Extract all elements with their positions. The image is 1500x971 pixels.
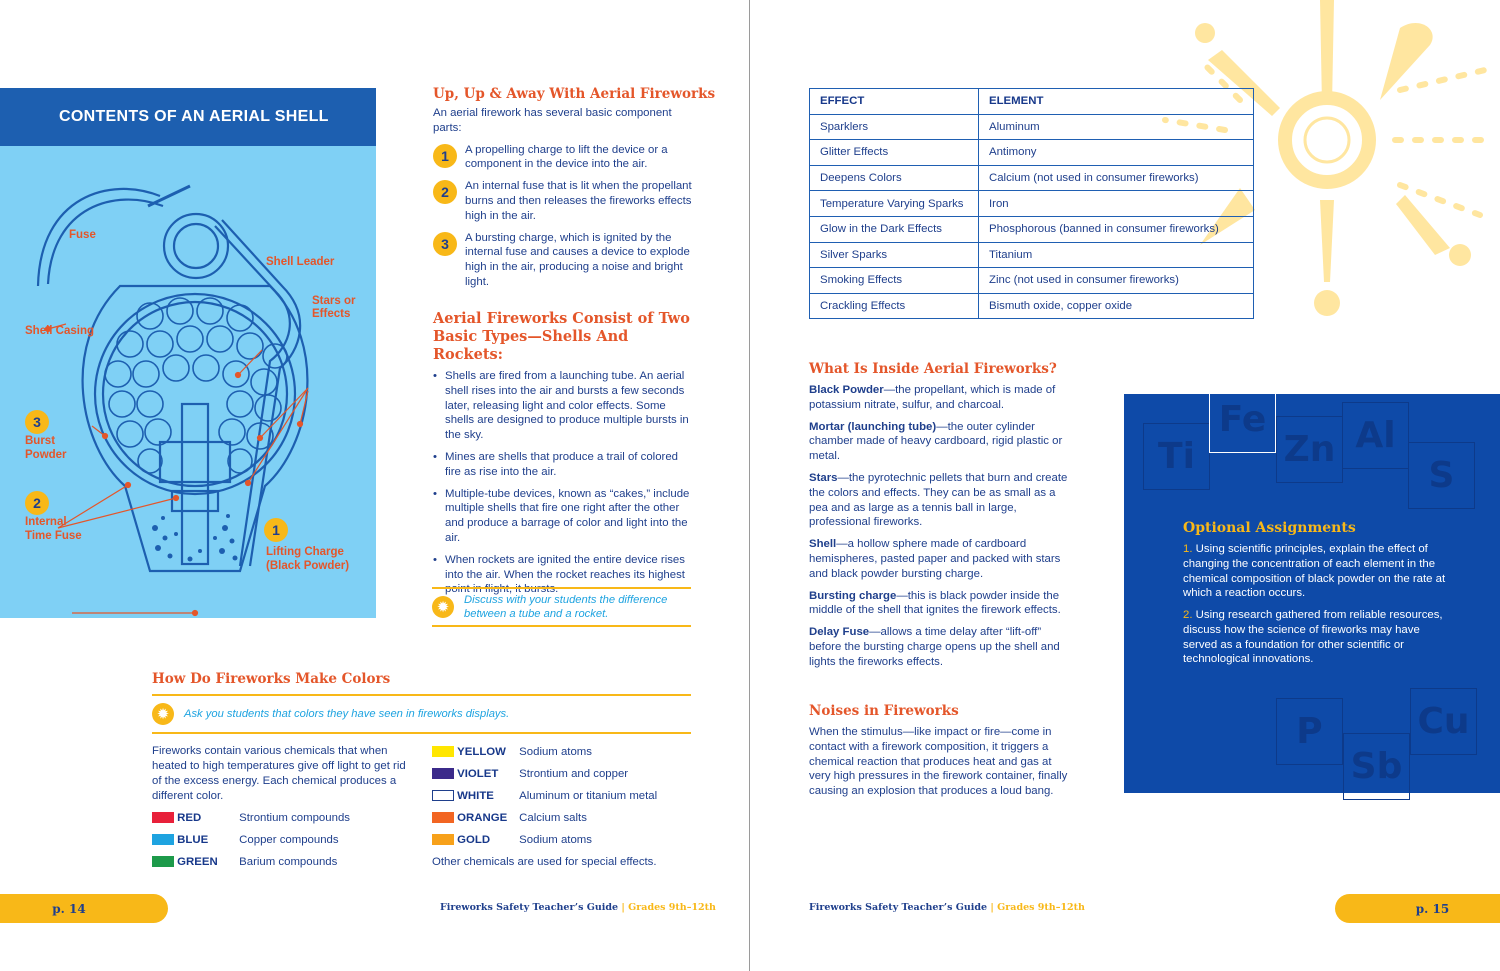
- assignment-text: Using research gathered from reliable resources, discuss how the science of fireworks may have served as a foundation for other scientific or technological innovations.: [1183, 609, 1443, 666]
- definition: —a hollow sphere made of cardboard hemispheres, pasted paper and packed with stars and black powder bursting charge.: [809, 538, 1061, 580]
- assignment-text: Using scientific principles, explain the effect of changing the concentration of each element in the chemical composition of black powder on the rate at which a reaction occurs.: [1183, 543, 1446, 600]
- term: Shell: [809, 538, 837, 551]
- list-item: • When rockets are ignited the entire device rises into the air. When the rocket reaches its highest point in flight, it bursts.: [433, 553, 691, 597]
- aerial-intro: An aerial firework has several basic component parts:: [433, 107, 672, 134]
- definition: —this is black powder inside the middle of the shell that ignites the firework effects.: [809, 589, 1061, 617]
- step-badge: 3: [433, 232, 457, 256]
- list-item: • Multiple-tube devices, known as “cakes,” include multiple shells that fire one right after the other and produce a barrage of color and light into the air.: [433, 487, 691, 546]
- table-row: [810, 293, 1254, 319]
- color-chem: Aluminum or titanium metal: [519, 790, 658, 802]
- assignments-panel: [1124, 394, 1500, 793]
- element-cell: Calcium (not used in consumer fireworks): [979, 165, 1254, 191]
- element-tile: Cu: [1410, 688, 1477, 755]
- violet-swatch: [432, 768, 454, 779]
- aerial-section: [433, 86, 716, 290]
- definition: —allows a time delay after “lift-off” before the bursting charge opens up the shell and lights the fireworks effects.: [809, 626, 1060, 668]
- table-row: [810, 268, 1254, 294]
- aerial-step: [433, 179, 693, 223]
- element-tile: P: [1276, 698, 1343, 765]
- assignment-item: [1183, 608, 1448, 667]
- inside-heading: What Is Inside Aerial Fireworks?: [809, 361, 1057, 377]
- effect-cell: Silver Sparks: [810, 242, 979, 268]
- color-row-violet: [432, 767, 628, 781]
- table-header-row: [810, 89, 1254, 115]
- colors-intro: Fireworks contain various chemicals that when heated to high temperatures give off light to get rid of the excess energy. Each chemical produces a different color.: [152, 745, 406, 802]
- color-name: ORANGE: [457, 812, 508, 824]
- color-row-green: [152, 855, 337, 869]
- color-chem: Copper compounds: [239, 834, 339, 846]
- element-cell: Titanium: [979, 242, 1254, 268]
- step-badge: 2: [433, 180, 457, 204]
- noises-section: [809, 703, 1071, 799]
- step-text: A bursting charge, which is ignited by the internal fuse and causes a device to explode high in the air, producing a noise and bright light.: [465, 231, 690, 288]
- footer-separator: |: [990, 902, 994, 913]
- shell-diagram-header: [0, 88, 376, 146]
- footer-guide: [440, 902, 716, 913]
- color-chem: Sodium atoms: [519, 834, 592, 846]
- element-tile: Ti: [1143, 423, 1210, 490]
- inside-item: [809, 383, 1071, 413]
- label-lifting-charge: Lifting Charge (Black Powder): [266, 546, 350, 572]
- step-text: An internal fuse that is lit when the propellant burns and then releases the fireworks effects high in the air.: [465, 180, 692, 222]
- color-row-yellow: [432, 745, 592, 759]
- inside-item: [809, 420, 1071, 464]
- types-list: [433, 369, 691, 597]
- definition: —the outer cylinder chamber made of heavy cardboard, rigid plastic or metal.: [809, 420, 1063, 463]
- effect-cell: Temperature Varying Sparks: [810, 191, 979, 217]
- header-effect: EFFECT: [810, 89, 979, 115]
- color-row-white: [432, 789, 657, 803]
- gold-swatch: [432, 834, 454, 845]
- color-name: VIOLET: [457, 768, 499, 780]
- assignment-number: 2.: [1183, 609, 1193, 621]
- sun-icon: ✹: [432, 596, 454, 618]
- footer-separator: |: [621, 902, 625, 913]
- assignments-heading: Optional Assignments: [1183, 520, 1356, 536]
- white-swatch: [432, 790, 454, 801]
- color-name: BLUE: [177, 834, 209, 846]
- aerial-heading: Up, Up & Away With Aerial Fireworks: [433, 86, 716, 102]
- element-cell: Bismuth oxide, copper oxide: [979, 293, 1254, 319]
- inside-item: [809, 625, 1071, 669]
- table-row: [810, 165, 1254, 191]
- term: Stars: [809, 471, 838, 484]
- list-item: • Shells are fired from a launching tube. An aerial shell rises into the air and bursts a few seconds later, releasing light and color effects. Some shells are designed to produce multiple bursts in the sky.: [433, 369, 691, 443]
- badge-internal-fuse: 2: [25, 491, 49, 515]
- page-number: p. 15: [1415, 901, 1450, 916]
- color-name: WHITE: [457, 790, 494, 802]
- list-item: • Mines are shells that produce a trail of colored fire as rise into the air.: [433, 450, 691, 480]
- element-cell: Iron: [979, 191, 1254, 217]
- effects-table: [809, 88, 1254, 319]
- label-fuse: Fuse: [69, 229, 96, 241]
- table-row: [810, 242, 1254, 268]
- color-row-orange: [432, 811, 587, 825]
- noises-text: When the stimulus—like impact or fire—come in contact with a firework composition, it triggers a chemical reaction that produces heat and gas at very high pressures in the firework container, finally causing an explosion that produces a loud bang.: [809, 726, 1068, 798]
- blue-swatch: [152, 834, 174, 845]
- element-tile: S: [1408, 442, 1475, 509]
- header-element: ELEMENT: [979, 89, 1254, 115]
- yellow-swatch: [432, 746, 454, 757]
- color-name: RED: [177, 812, 202, 824]
- color-row-red: [152, 811, 350, 825]
- inside-item: [809, 537, 1071, 581]
- definition: —the propellant, which is made of potassium nitrate, sulfur, and charcoal.: [809, 384, 1056, 411]
- colors-other: Other chemicals are used for special effects.: [432, 856, 657, 868]
- page-number: p. 14: [52, 901, 86, 916]
- table-row: [810, 216, 1254, 242]
- noises-heading: Noises in Fireworks: [809, 703, 959, 719]
- types-heading: Aerial Fireworks Consist of Two Basic Types—Shells And Rockets:: [433, 310, 690, 363]
- element-cell: Zinc (not used in consumer fireworks): [979, 268, 1254, 294]
- color-chem: Strontium compounds: [239, 812, 350, 824]
- label-shell-casing: Shell Casing: [25, 325, 95, 337]
- table-row: [810, 191, 1254, 217]
- inside-section: [809, 361, 1071, 670]
- element-tile: Zn: [1276, 416, 1343, 483]
- effect-cell: Glitter Effects: [810, 140, 979, 166]
- badge-lifting-charge: 1: [264, 518, 288, 542]
- footer-guide: [809, 902, 1085, 913]
- color-chem: Barium compounds: [239, 856, 338, 868]
- element-tile: Sb: [1343, 733, 1410, 800]
- inside-item: [809, 589, 1071, 619]
- guide-grades: Grades 9th–12th: [628, 902, 716, 913]
- color-row-gold: [432, 833, 592, 847]
- term: Black Powder: [809, 384, 884, 396]
- inside-item: [809, 471, 1071, 530]
- label-stars: Stars or Effects: [312, 295, 356, 320]
- discuss-callout: [432, 587, 691, 627]
- colors-heading: How Do Fireworks Make Colors: [152, 671, 391, 687]
- table-row: [810, 140, 1254, 166]
- aerial-step: [433, 143, 693, 173]
- badge-burst: 3: [25, 410, 49, 434]
- effect-cell: Sparklers: [810, 114, 979, 140]
- guide-grades: Grades 9th–12th: [997, 902, 1085, 913]
- term: Delay Fuse: [809, 626, 870, 639]
- element-cell: Antimony: [979, 140, 1254, 166]
- color-chem: Strontium and copper: [519, 768, 629, 780]
- step-badge: 1: [433, 144, 457, 168]
- page-gutter: [749, 0, 750, 971]
- color-chem: Calcium salts: [519, 812, 587, 824]
- page-number-tab: [0, 894, 168, 923]
- assignment-number: 1.: [1183, 543, 1193, 555]
- sun-icon: ✹: [152, 703, 174, 725]
- ask-text: Ask you students that colors they have seen in fireworks displays.: [184, 708, 510, 720]
- term: Bursting charge: [809, 589, 897, 602]
- effect-cell: Glow in the Dark Effects: [810, 216, 979, 242]
- aerial-step: [433, 231, 693, 290]
- guide-title: Fireworks Safety Teacher’s Guide: [440, 902, 619, 913]
- color-name: GOLD: [457, 834, 491, 846]
- types-section: [433, 310, 691, 604]
- table-row: [810, 114, 1254, 140]
- green-swatch: [152, 856, 174, 867]
- effect-cell: Smoking Effects: [810, 268, 979, 294]
- effect-cell: Deepens Colors: [810, 165, 979, 191]
- shell-diagram-title: CONTENTS OF AN AERIAL SHELL: [59, 108, 329, 125]
- definition: —the pyrotechnic pellets that burn and create the colors and effects. They can be as small as a pea and as large as a tennis ball in large, professional fireworks.: [809, 471, 1068, 529]
- element-tile: Al: [1342, 402, 1409, 469]
- shell-diagram-panel: [0, 88, 376, 618]
- red-swatch: [152, 812, 174, 823]
- color-row-blue: [152, 833, 339, 847]
- element-cell: Aluminum: [979, 114, 1254, 140]
- ask-callout: [152, 694, 691, 734]
- color-chem: Sodium atoms: [519, 746, 592, 758]
- effect-cell: Crackling Effects: [810, 293, 979, 319]
- page-number-tab: [1335, 894, 1500, 923]
- label-burst-powder: Burst Powder: [25, 435, 67, 461]
- label-internal-fuse: Internal Time Fuse: [25, 516, 82, 542]
- step-text: A propelling charge to lift the device or a component in the device into the air.: [465, 143, 668, 171]
- element-cell: Phosphorous (banned in consumer fireworks): [979, 216, 1254, 242]
- orange-swatch: [432, 812, 454, 823]
- label-shell-leader: Shell Leader: [266, 256, 335, 268]
- term: Mortar (launching tube): [809, 420, 937, 433]
- assignment-item: [1183, 542, 1448, 601]
- guide-title: Fireworks Safety Teacher’s Guide: [809, 902, 988, 913]
- discuss-text: Discuss with your students the difference between a tube and a rocket.: [464, 593, 668, 620]
- color-name: YELLOW: [457, 746, 506, 758]
- element-tile: Fe: [1209, 386, 1276, 453]
- color-name: GREEN: [177, 856, 218, 868]
